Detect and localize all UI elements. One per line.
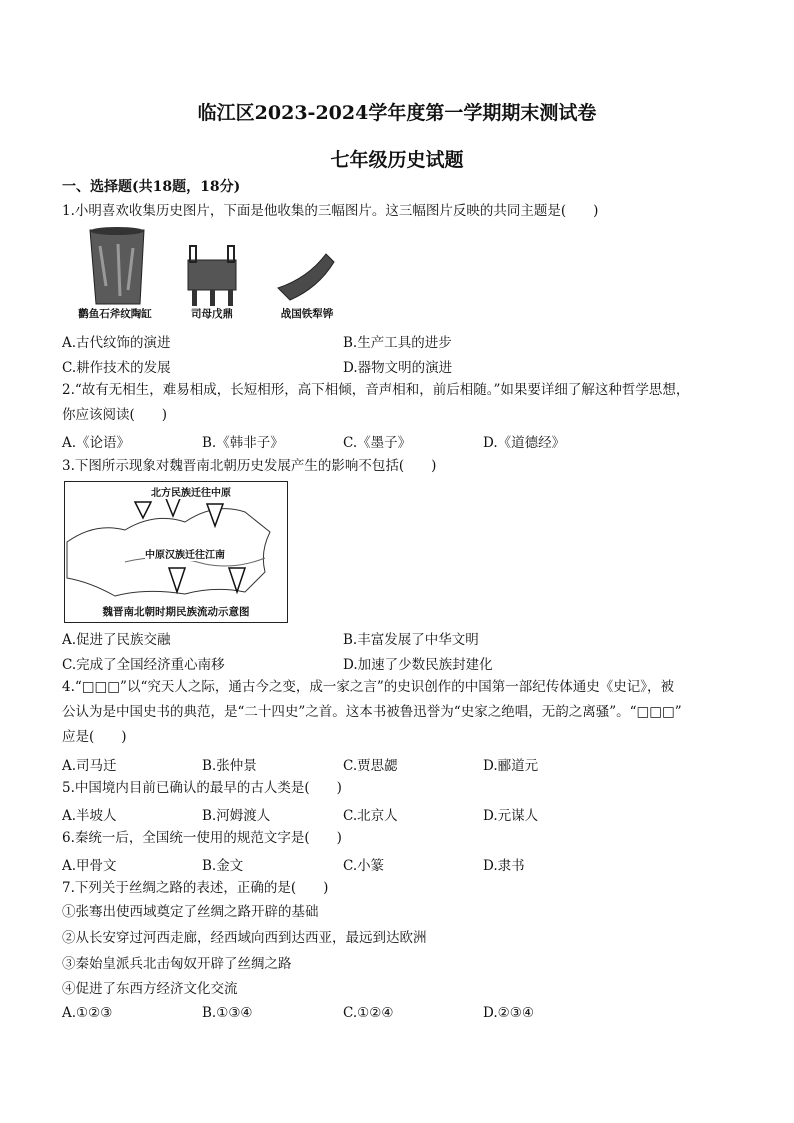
q7-item-1: ①张骞出使西域奠定了丝绸之路开辟的基础	[62, 904, 319, 920]
q5-option-a[interactable]: A.半坡人	[62, 808, 117, 824]
map-drawing	[65, 482, 287, 602]
q3-option-c[interactable]: C.完成了全国经济重心南移	[62, 657, 225, 673]
q3-option-d[interactable]: D.加速了少数民族封建化	[343, 657, 493, 673]
map-label-south: 中原汉族迁往江南	[145, 546, 225, 561]
q7-item-2: ②从长安穿过河西走廊，经西域向西到达西亚，最远到达欧洲	[62, 930, 427, 946]
iron-plowshare-image	[278, 254, 334, 300]
section-heading: 一、选择题(共18题，18分)	[62, 179, 241, 195]
question-4-stem-line2: 公认为是中国史书的典范，是“二十四史”之首。这本书被鲁迅誉为“史家之绝唱，无韵之离骚”。“□□□”	[62, 704, 682, 720]
q7-item-3: ③秦始皇派兵北击匈奴开辟了丝绸之路	[62, 956, 292, 972]
q4-option-a[interactable]: A.司马迁	[62, 758, 117, 774]
q1-option-d[interactable]: D.器物文明的演进	[343, 360, 453, 376]
q1-option-b[interactable]: B.生产工具的进步	[343, 335, 452, 351]
q6-option-b[interactable]: B.金文	[202, 858, 244, 874]
bronze-ding-image	[188, 246, 236, 306]
question-4-stem-line1: 4.“□□□”以“究天人之际，通古今之变，成一家之言”的史识创作的中国第一部纪传体通史《史记》，被	[62, 679, 675, 695]
q3-option-b[interactable]: B.丰富发展了中华文明	[343, 632, 479, 648]
image-caption-1: 鹳鱼石斧纹陶缸	[78, 308, 152, 320]
q5-option-d[interactable]: D.元谋人	[483, 808, 539, 824]
q3-option-a[interactable]: A.促进了民族交融	[62, 632, 171, 648]
q4-option-d[interactable]: D.郦道元	[483, 758, 539, 774]
q1-option-a[interactable]: A.古代纹饰的演进	[62, 335, 171, 351]
image-caption-2: 司母戊鼎	[191, 308, 233, 320]
map-label-north: 北方民族迁往中原	[151, 484, 231, 499]
q6-option-c[interactable]: C.小篆	[343, 858, 385, 874]
q2-option-d[interactable]: D.《道德经》	[483, 435, 566, 451]
q4-option-c[interactable]: C.贾思勰	[343, 758, 398, 774]
q7-option-d[interactable]: D.②③④	[483, 1005, 534, 1021]
q4-option-b[interactable]: B.张仲景	[202, 758, 257, 774]
q5-option-c[interactable]: C.北京人	[343, 808, 398, 824]
q2-option-c[interactable]: C.《墨子》	[343, 435, 412, 451]
q7-option-b[interactable]: B.①③④	[202, 1005, 253, 1021]
map-caption: 魏晋南北朝时期民族流动示意图	[102, 606, 250, 618]
migration-map	[64, 481, 288, 623]
q7-item-4: ④促进了东西方经济文化交流	[62, 981, 238, 997]
question-1-stem: 1.小明喜欢收集历史图片，下面是他收集的三幅图片。这三幅图片反映的共同主题是( )	[62, 203, 599, 219]
q5-option-b[interactable]: B.河姆渡人	[202, 808, 271, 824]
q6-option-a[interactable]: A.甲骨文	[62, 858, 117, 874]
image-caption-3: 战国铁犁铧	[280, 308, 334, 320]
question-6-stem: 6.秦统一后，全国统一使用的规范文字是( )	[62, 830, 342, 846]
q7-option-c[interactable]: C.①②④	[343, 1005, 394, 1021]
question-2-stem-line1: 2.“故有无相生，难易相成，长短相形，高下相倾，音声相和，前后相随。”如果要详细了解这种哲学思想，	[62, 382, 690, 398]
pottery-jar-image	[90, 227, 144, 304]
q2-option-b[interactable]: B.《韩非子》	[202, 435, 284, 451]
q1-option-c[interactable]: C.耕作技术的发展	[62, 360, 171, 376]
question-7-stem: 7.下列关于丝绸之路的表述，正确的是( )	[62, 880, 329, 896]
question-5-stem: 5.中国境内目前已确认的最早的古人类是( )	[62, 780, 342, 796]
q6-option-d[interactable]: D.隶书	[483, 858, 525, 874]
exam-subtitle: 七年级历史试题	[330, 149, 464, 171]
exam-title: 临江区2023-2024学年度第一学期期末测试卷	[197, 102, 597, 124]
q2-option-a[interactable]: A.《论语》	[62, 435, 131, 451]
question-2-stem-line2: 你应该阅读( )	[62, 407, 168, 423]
question-3-stem: 3.下图所示现象对魏晋南北朝历史发展产生的影响不包括( )	[62, 458, 437, 474]
q7-option-a[interactable]: A.①②③	[62, 1005, 113, 1021]
question-4-stem-line3: 应是( )	[62, 729, 127, 745]
